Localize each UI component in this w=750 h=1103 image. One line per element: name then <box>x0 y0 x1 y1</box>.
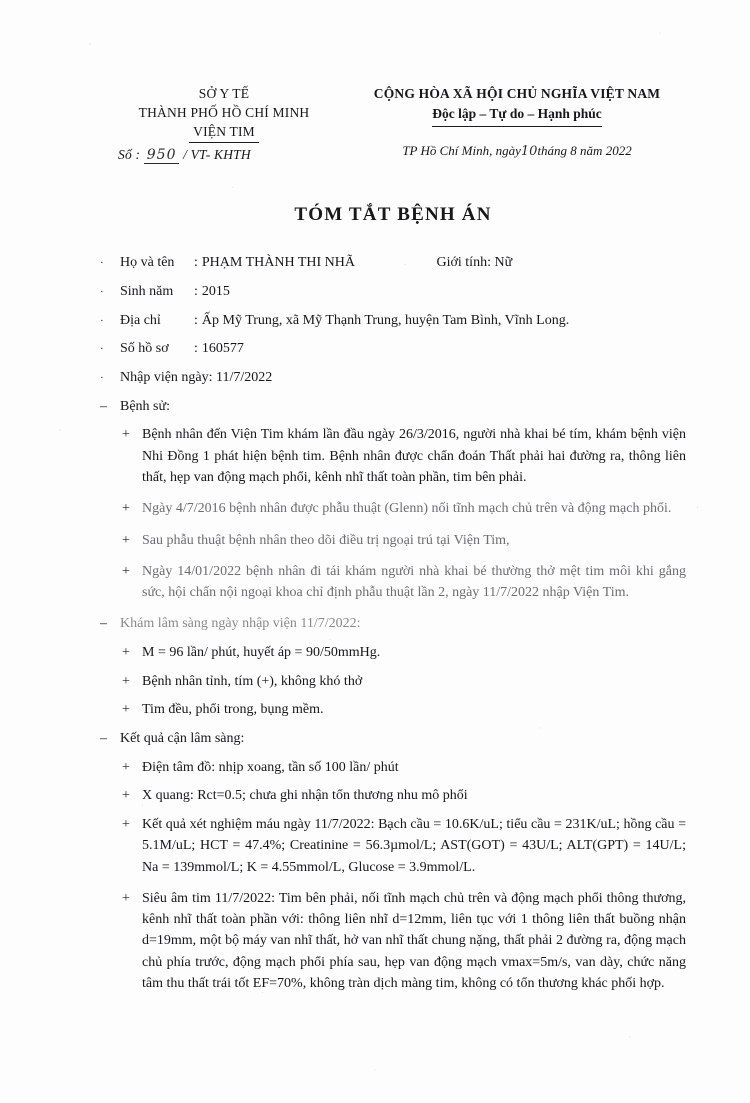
national-motto: Độc lập – Tự do – Hạnh phúc <box>432 104 602 126</box>
paraclinical-item-text: Điện tâm đồ: nhịp xoang, tần số 100 lần/ phút <box>142 759 399 775</box>
bullet-dot-icon: · <box>100 257 104 270</box>
bullet-dash-icon: – <box>100 616 107 632</box>
patient-name-value: PHẠM THÀNH THI NHÃ <box>201 255 355 271</box>
document-number-value: 950 <box>144 147 180 164</box>
place-and-date <box>348 141 686 162</box>
history-item <box>122 530 686 551</box>
paraclinical-blood-test-text: Kết quả xét nghiệm máu ngày 11/7/2022: Bạch cầu = 10.6K/uL; tiểu cầu = 231K/uL; hồng cầu = 5.1M/uL; HCT = 47.4%; Creatinine = 56.3µmol/L; AST(GOT) = 43U/L; ALT(GPT) = 14U/L; Na = 139mmol/L; K = 4.55mmol/L, Glucose = 3.9mmol/L. <box>142 817 686 875</box>
clinical-exam-heading-label: Khám lâm sàng ngày nhập viện 11/7/2022: <box>120 616 361 632</box>
clinical-exam-item-text: M = 96 lần/ phút, huyết áp = 90/50mmHg. <box>142 645 381 661</box>
bullet-plus-icon: + <box>122 788 130 804</box>
address-value: Ấp Mỹ Trung, xã Mỹ Thạnh Trung, huyện Tam Bình, Vĩnh Long. <box>201 312 570 328</box>
clinical-exam-item <box>122 699 686 721</box>
patient-name-label: Họ và tên <box>120 255 175 271</box>
field-patient-name: · Họ và tên : PHẠM THÀNH THI NHÃ Giới tính: Nữ <box>100 252 686 274</box>
section-heading-history <box>100 396 686 418</box>
bullet-dot-icon: · <box>100 314 104 327</box>
page-title: TÓM TẮT BỆNH ÁN <box>294 204 492 226</box>
letterhead-issuer-block <box>100 84 348 166</box>
paraclinical-heading-label: Kết quả cận lâm sàng: <box>120 731 245 747</box>
patient-gender-value: Nữ <box>494 255 513 271</box>
bullet-dot-icon: · <box>100 286 104 299</box>
bullet-plus-icon: + <box>122 427 130 443</box>
field-record-number: · Số hồ sơ : 160577 <box>100 338 686 360</box>
bullet-plus-icon: + <box>122 702 130 718</box>
birth-year-value: 2015 <box>201 284 230 300</box>
paraclinical-item <box>122 814 686 878</box>
letterhead-national-block <box>348 84 686 161</box>
clinical-exam-item-text: Tim đều, phổi trong, bụng mềm. <box>142 702 324 718</box>
issuer-department: SỞ Y TẾ <box>198 86 250 101</box>
bullet-plus-icon: + <box>122 759 130 775</box>
letterhead <box>100 84 686 166</box>
bullet-plus-icon: + <box>122 890 130 906</box>
history-item-text: Ngày 14/01/2022 bệnh nhân đi tái khám người nhà khai bé thường thở mệt tim môi khi gắng sức, hội chẩn nội ngoại khoa chỉ định phẫu thuật lần 2, ngày 11/7/2022 nhập Viện Tim. <box>142 563 686 601</box>
history-item <box>122 424 686 488</box>
history-heading-label: Bệnh sử: <box>120 398 170 414</box>
bullet-plus-icon: + <box>122 817 130 833</box>
birth-year-label: Sinh năm <box>120 284 174 300</box>
date-day-value: 10 <box>520 143 538 159</box>
bullet-dash-icon: – <box>100 731 107 747</box>
patient-gender-label: Giới tính: <box>436 255 491 271</box>
bullet-dot-icon: · <box>100 372 104 385</box>
patient-info-list <box>100 252 686 388</box>
section-heading-clinical-exam <box>100 613 686 635</box>
bullet-dash-icon: – <box>100 398 107 414</box>
place-date-suffix: tháng 8 năm 2022 <box>537 142 632 158</box>
issuer-city: THÀNH PHỐ HỒ CHÍ MINH <box>138 105 310 121</box>
bullet-plus-icon: + <box>122 673 130 689</box>
record-number-label: Số hồ sơ <box>120 341 169 357</box>
clinical-exam-item-text: Bệnh nhân tỉnh, tím (+), không khó thở <box>142 673 363 689</box>
bullet-plus-icon: + <box>122 532 130 548</box>
admission-date-text: Nhập viện ngày: 11/7/2022 <box>120 370 273 386</box>
clinical-exam-item <box>122 671 686 693</box>
bullet-plus-icon: + <box>122 501 130 517</box>
bullet-plus-icon: + <box>122 563 130 579</box>
document-number-suffix: / VT- KHTH <box>183 147 251 163</box>
bullet-plus-icon: + <box>122 645 130 661</box>
history-item-text: Ngày 4/7/2016 bệnh nhân được phẫu thuật (Glenn) nối tĩnh mạch chủ trên và động mạch phổi. <box>142 501 672 517</box>
history-item <box>122 561 686 604</box>
paraclinical-item-text: X quang: Rct=0.5; chưa ghi nhận tổn thương nhu mô phổi <box>142 788 468 804</box>
place-date-prefix: TP Hồ Chí Minh, ngày <box>402 142 521 158</box>
paraclinical-item <box>122 785 686 807</box>
history-item-text: Bệnh nhân đến Viện Tim khám lần đầu ngày 26/3/2016, người nhà khai bé tím, khám bệnh viện Nhi Đồng 1 phát hiện bệnh tim. Bệnh nhân được chẩn đoán Thất phải hai đường ra, thông liên thất, hẹp van động mạch phổi, kênh nhĩ thất toàn phần, tim bên phải. <box>142 427 686 485</box>
field-admission-date <box>100 367 686 389</box>
history-item <box>122 498 686 519</box>
clinical-exam-item <box>122 642 686 664</box>
field-birth-year: · Sinh năm : 2015 <box>100 281 686 303</box>
section-heading-paraclinical <box>100 728 686 750</box>
bullet-dot-icon: · <box>100 343 104 356</box>
document-number-line <box>100 145 348 166</box>
paraclinical-item <box>122 757 686 779</box>
history-item-text: Sau phẫu thuật bệnh nhân theo dõi điều trị ngoại trú tại Viện Tim, <box>142 532 510 548</box>
address-label: Địa chỉ <box>120 312 161 328</box>
paraclinical-item <box>122 888 686 994</box>
record-number-value: 160577 <box>201 341 244 357</box>
issuer-unit: VIỆN TIM <box>189 122 259 143</box>
field-address: · Địa chỉ : Ấp Mỹ Trung, xã Mỹ Thạnh Trung, huyện Tam Bình, Vĩnh Long. <box>100 310 686 332</box>
paraclinical-echocardiogram-text: Siêu âm tim 11/7/2022: Tim bên phải, nối tĩnh mạch chủ trên và động mạch phổi thông thương, kênh nhĩ thất toàn phần với: thông liên nhĩ d=12mm, liên tục với 1 thông liên thất buồng nhận d=19mm, một bộ máy van nhĩ thất, hở van nhĩ thất chung nặng, thất phải 2 đường ra, động mạch chủ phía trước, động mạch phổi phía sau, hẹp van động mạch vmax=5m/s, van dày, chức năng tâm thu thất trái tốt EF=70%, không tràn dịch màng tim, không có tổn thương khác phối hợp. <box>142 890 686 991</box>
document-number-label: Số : <box>118 147 141 163</box>
national-title: CỘNG HÒA XÃ HỘI CHỦ NGHĨA VIỆT NAM <box>373 86 661 101</box>
